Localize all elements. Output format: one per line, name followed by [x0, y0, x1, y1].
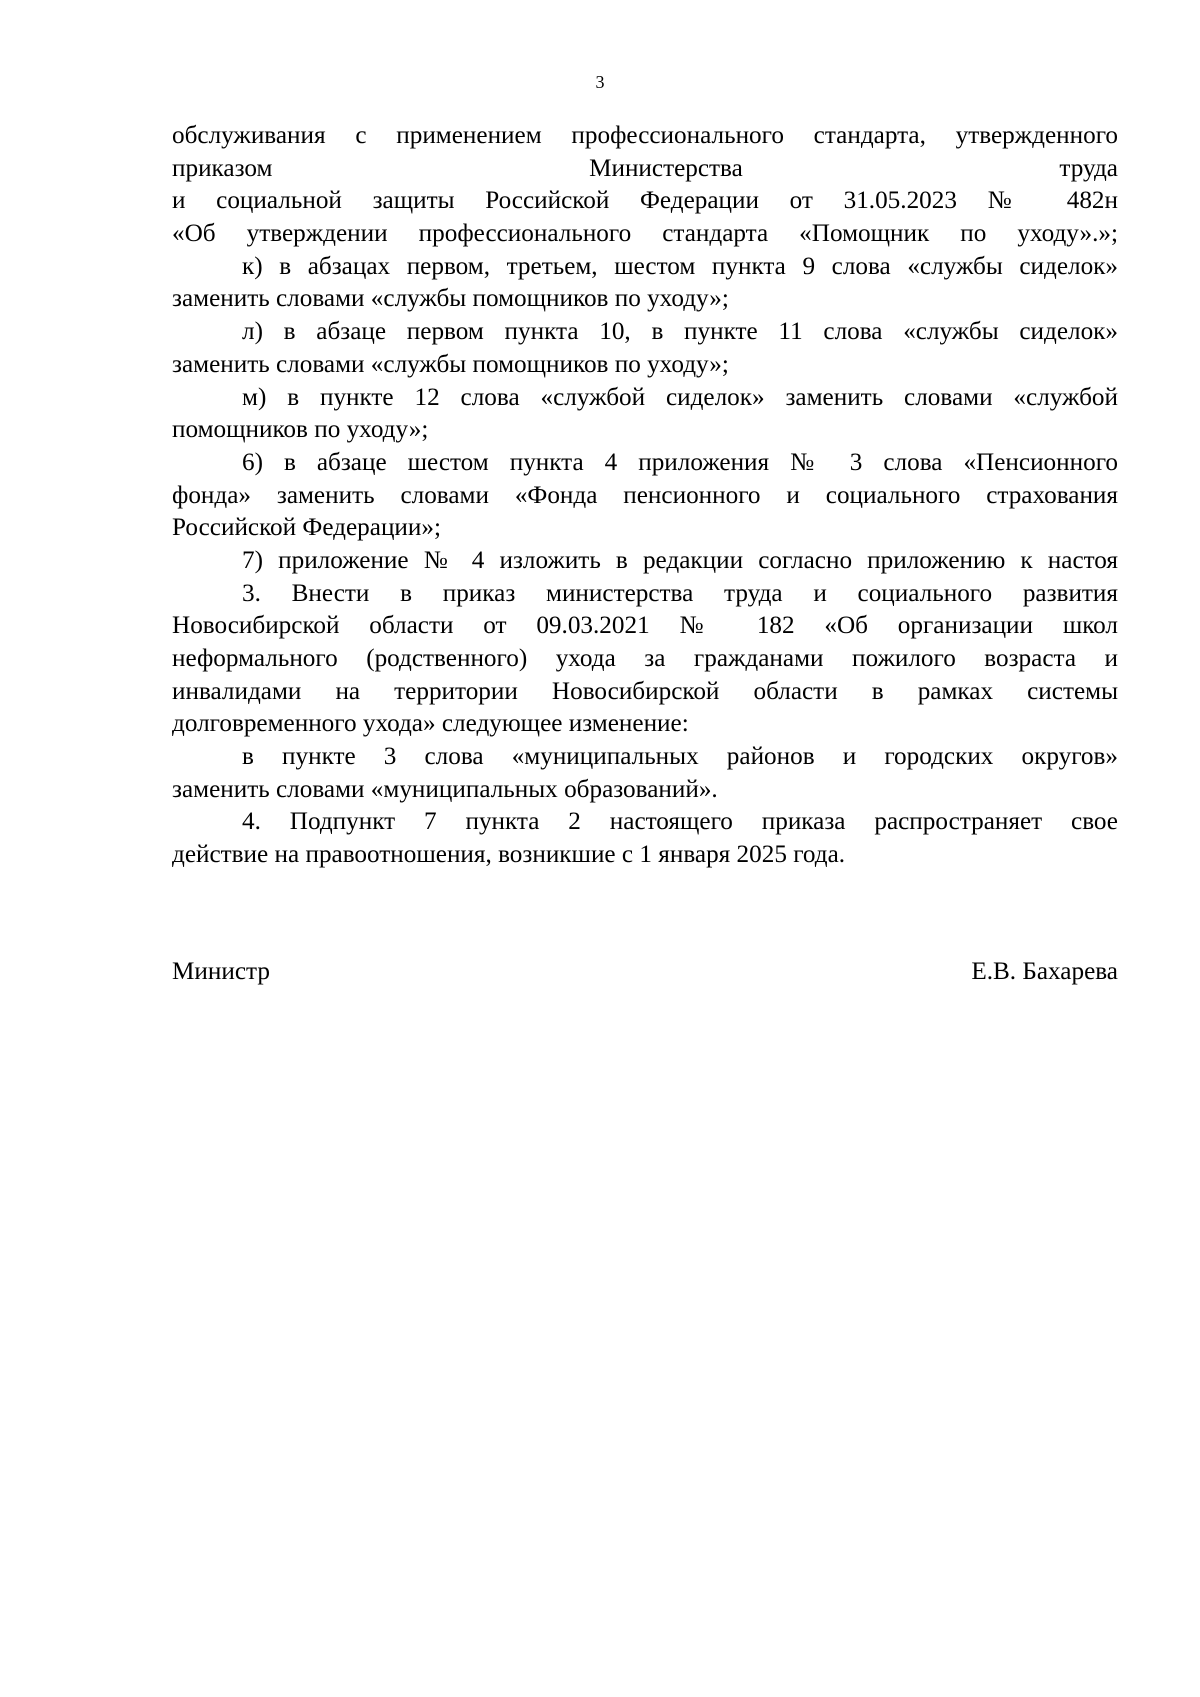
signatory-title: Министр: [172, 958, 270, 985]
text-line: фонда» заменить словами «Фонда пенсионного и социального страхования: [172, 481, 1118, 509]
text-line: и социальной защиты Российской Федерации от 31.05.2023 № 482н: [172, 187, 1118, 215]
text-line: к) в абзацах первом, третьем, шестом пункта 9 слова «службы сиделок»: [242, 252, 1118, 280]
text-line: обслуживания с применением профессионального стандарта, утвержденного: [172, 122, 1118, 149]
text-line: 6) в абзаце шестом пункта 4 приложения № 3 слова «Пенсионного: [242, 448, 1118, 476]
text-line: 4. Подпункт 7 пункта 2 настоящего приказа распространяет свое: [242, 808, 1118, 836]
text-line: неформального (родственного) ухода за гражданами пожилого возраста и: [172, 645, 1118, 672]
text-line: 7) приложение № 4 изложить в редакции согласно приложению к настоя: [242, 546, 1118, 574]
text-line: Новосибирской области от 09.03.2021 № 182 «Об организации школ: [172, 612, 1118, 640]
text-line: м) в пункте 12 слова «службой сиделок» заменить словами «службой: [242, 383, 1118, 411]
text-line: действие на правоотношения, возникшие с 1 января 2025 года.: [172, 841, 846, 869]
text-line: заменить словами «службы помощников по уходу»;: [172, 350, 729, 378]
text-line: «Об утверждении профессионального стандарта «Помощник по уходу».»;: [172, 220, 1118, 248]
text-line: в пункте 3 слова «муниципальных районов и городских округов»: [242, 743, 1118, 771]
signatory-name: Е.В. Бахарева: [971, 958, 1118, 985]
text-line: приказом Министерства труда: [172, 154, 1118, 182]
document-body: [172, 120, 1118, 872]
text-line: инвалидами на территории Новосибирской области в рамках системы: [172, 677, 1118, 705]
page-number: 3: [595, 72, 605, 92]
text-line: л) в абзаце первом пункта 10, в пункте 11 слова «службы сиделок»: [242, 318, 1118, 346]
text-line: долговременного ухода» следующее изменение:: [172, 710, 689, 738]
text-line: заменить словами «службы помощников по уходу»;: [172, 285, 729, 313]
signature-block: [172, 956, 1118, 988]
text-line: Российской Федерации»;: [172, 514, 441, 542]
text-line: 3. Внести в приказ министерства труда и социального развития: [242, 579, 1118, 607]
text-line: помощников по уходу»;: [172, 416, 429, 444]
text-line: заменить словами «муниципальных образований».: [172, 775, 718, 803]
